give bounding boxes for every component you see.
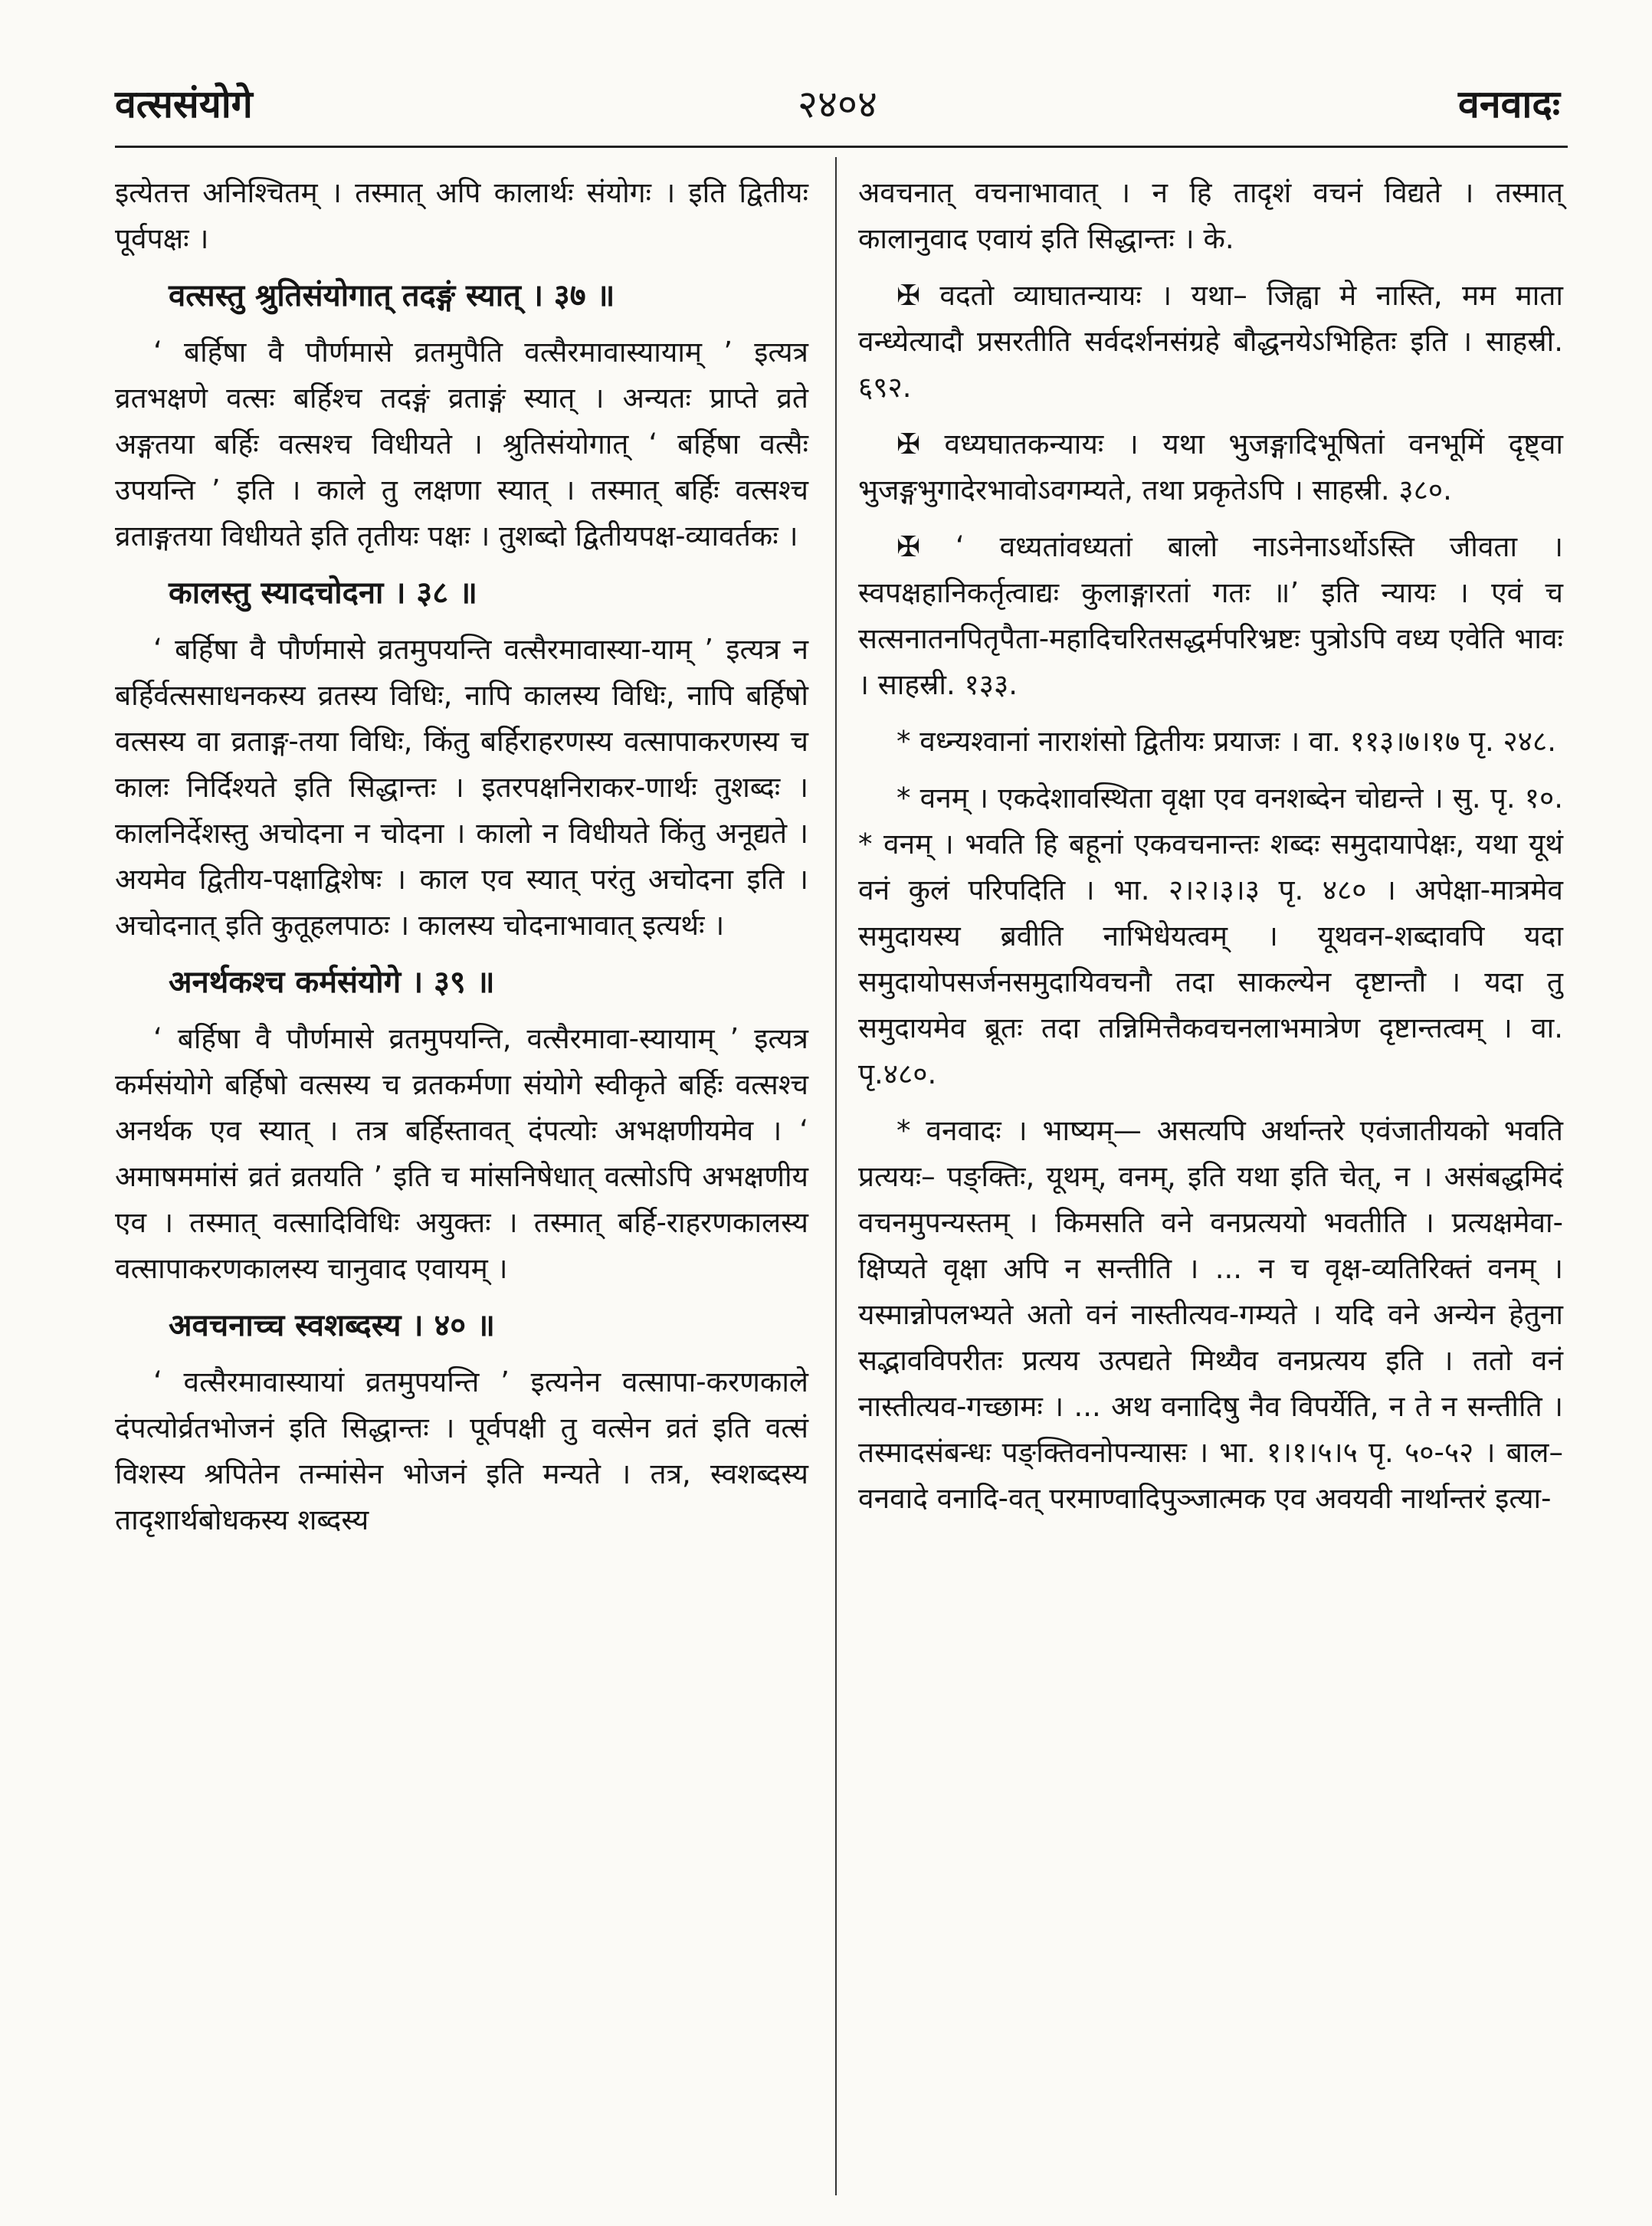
left-column	[115, 170, 808, 1543]
entry-paragraph: * वध्न्यश्वानां नाराशंसो द्वितीयः प्रयाजः । वा. ११३।७।१७ पृ. २४८.	[896, 725, 1556, 758]
header-rule	[115, 146, 1568, 148]
header-left-word: वत्ससंयोगे	[115, 82, 253, 126]
sutra-heading: अवचनाच्च स्वशब्दस्य । ४० ॥	[169, 1308, 495, 1343]
entry-paragraph: ‘ वत्सैरमावास्यायां व्रतमुपयन्ति ’ इत्यनेन वत्सापा-करणकाले दंपत्योर्व्रतभोजनं इति सिद्धान्तः । पूर्वपक्षी तु वत्सेन व्रतं इति वत्सं विशस्य श्रपितेन तन्मांसेन भोजनं इति मन्यते । तत्र, स्वशब्दस्य तादृशार्थबोधकस्य शब्दस्य	[115, 1365, 808, 1536]
entry-paragraph: इत्येतत्त अनिश्चितम् । तस्मात् अपि कालार्थः संयोगः । इति द्वितीयः पूर्वपक्षः ।	[115, 176, 808, 255]
sutra-heading: वत्सस्तु श्रुतिसंयोगात् तदङ्गं स्यात् । ३७ ॥	[169, 278, 615, 313]
entry-paragraph: ✠ वदतो व्याघातन्यायः । यथा– जिह्वा मे नास्ति, मम माता वन्ध्येत्यादौ प्रसरतीति सर्वदर्शनसंग्रहे बौद्धनयेऽभिहितः इति । साहस्री. ६९२.	[858, 279, 1563, 404]
entry-paragraph: अवचनात् वचनाभावात् । न हि तादृशं वचनं विद्यते । तस्मात् कालानुवाद एवायं इति सिद्धान्तः । के.	[858, 176, 1563, 255]
entry-paragraph: * वनम् । एकदेशावस्थिता वृक्षा एव वनशब्देन चोद्यन्ते । सु. पृ. १०. * वनम् । भवति हि बहूनां एकवचनान्तः शब्दः समुदायापेक्षः, यथा यूथं वनं कुलं परिपदिति । भा. २।२।३।३ पृ. ४८० । अपेक्षा-मात्रमेव समुदायस्य ब्रवीति नाभिधेयत्वम् । यूथवन-शब्दावपि यदा समुदायोपसर्जनसमुदायिवचनौ तदा साकल्येन दृष्टान्तौ । यदा तु समुदायमेव ब्रूतः तदा तन्निमित्तैकवचनलाभमात्रेण दृष्टान्तत्वम् । वा. पृ.४८०.	[858, 782, 1563, 1090]
entry-paragraph: ✠ वध्यघातकन्यायः । यथा भुजङ्गादिभूषितां वनभूमिं दृष्ट्वा भुजङ्गभुगादेरभावोऽवगम्यते, तथा प्रकृतेऽपि । साहस्री. ३८०.	[858, 428, 1563, 507]
page-number: २४०४	[798, 82, 877, 126]
entry-paragraph: ‘ बर्हिषा वै पौर्णमासे व्रतमुपैति वत्सैरमावास्यायाम् ’ इत्यत्र व्रतभक्षणे वत्सः बर्हिश्च तदङ्गं व्रताङ्गं स्यात् । अन्यतः प्राप्ते व्रते अङ्गतया बर्हिः वत्सश्च विधीयते । श्रुतिसंयोगात् ‘ बर्हिषा वत्सैः उपयन्ति ’ इति । काले तु लक्षणा स्यात् । तस्मात् बर्हिः वत्सश्च व्रताङ्गतया विधीयते इति तृतीयः पक्षः । तुशब्दो द्वितीयपक्ष-व्यावर्तकः ।	[115, 336, 808, 552]
column-divider	[835, 157, 837, 2195]
sutra-heading: कालस्तु स्यादचोदना । ३८ ॥	[169, 575, 477, 611]
sutra-heading: अनर्थकश्च कर्मसंयोगे । ३९ ॥	[169, 965, 495, 1000]
header-right-word: वनवादः	[1458, 82, 1560, 126]
entry-paragraph: ‘ बर्हिषा वै पौर्णमासे व्रतमुपयन्ति वत्सैरमावास्या-याम् ’ इत्यत्र न बर्हिर्वत्ससाधनकस्य व्रतस्य विधिः, नापि कालस्य विधिः, नापि बर्हिषो वत्सस्य वा व्रताङ्ग-तया विधिः, किंतु बर्हिराहरणस्य वत्सापाकरणस्य च कालः निर्दिश्यते इति सिद्धान्तः । इतरपक्षनिराकर-णार्थः तुशब्दः । कालनिर्देशस्तु अचोदना न चोदना । कालो न विधीयते किंतु अनूद्यते । अयमेव द्वितीय-पक्षाद्विशेषः । काल एव स्यात् परंतु अचोदना इति । अचोदनात् इति कुतूहलपाठः । कालस्य चोदनाभावात् इत्यर्थः ।	[115, 633, 808, 942]
entry-paragraph: ✠ ‘ वध्यतांवध्यतां बालो नाऽनेनाऽर्थोऽस्ति जीवता । स्वपक्षहानिकर्तृत्वाद्यः कुलाङ्गारतां गतः ॥’ इति न्यायः । एवं च सत्सनातनपितृपैता-महादिचरितसद्धर्मपरिभ्रष्टः पुत्रोऽपि वध्य एवेति भावः । साहस्री. १३३.	[858, 530, 1563, 701]
entry-paragraph: ‘ बर्हिषा वै पौर्णमासे व्रतमुपयन्ति, वत्सैरमावा-स्यायाम् ’ इत्यत्र कर्मसंयोगे बर्हिषो वत्सस्य च व्रतकर्मणा संयोगे स्वीकृते बर्हिः वत्सश्च अनर्थक एव स्यात् । तत्र बर्हिस्तावत् दंपत्योः अभक्षणीयमेव । ‘ अमाषममांसं व्रतं व्रतयति ’ इति च मांसनिषेधात् वत्सोऽपि अभक्षणीय एव । तस्मात् वत्सादिविधिः अयुक्तः । तस्मात् बर्हि-राहरणकालस्य वत्सापाकरणकालस्य चानुवाद एवायम् ।	[115, 1022, 808, 1285]
right-column	[858, 170, 1563, 1522]
page-header	[115, 77, 1560, 146]
entry-paragraph: * वनवादः । भाष्यम्— असत्यपि अर्थान्तरे एवंजातीयको भवति प्रत्ययः– पङ्क्तिः, यूथम्, वनम्, इति यथा इति चेत्, न । असंबद्धमिदं वचनमुपन्यस्तम् । किमसति वने वनप्रत्ययो भवतीति । प्रत्यक्षमेवा-क्षिप्यते वृक्षा अपि न सन्तीति । ... न च वृक्ष-व्यतिरिक्तं वनम् । यस्मान्नोपलभ्यते अतो वनं नास्तीत्यव-गम्यते । यदि वने अन्येन हेतुना सद्भावविपरीतः प्रत्यय उत्पद्यते मिथ्यैव वनप्रत्यय इति । ततो वनं नास्तीत्यव-गच्छामः । ... अथ वनादिषु नैव विपर्येति, न ते न सन्तीति । तस्मादसंबन्धः पङ्क्तिवनोपन्यासः । भा. १।१।५।५ पृ. ५०-५२ । बाल–वनवादे वनादि-वत् परमाण्वादिपुञ्जात्मक एव अवयवी नार्थान्तरं इत्या-	[858, 1114, 1563, 1515]
